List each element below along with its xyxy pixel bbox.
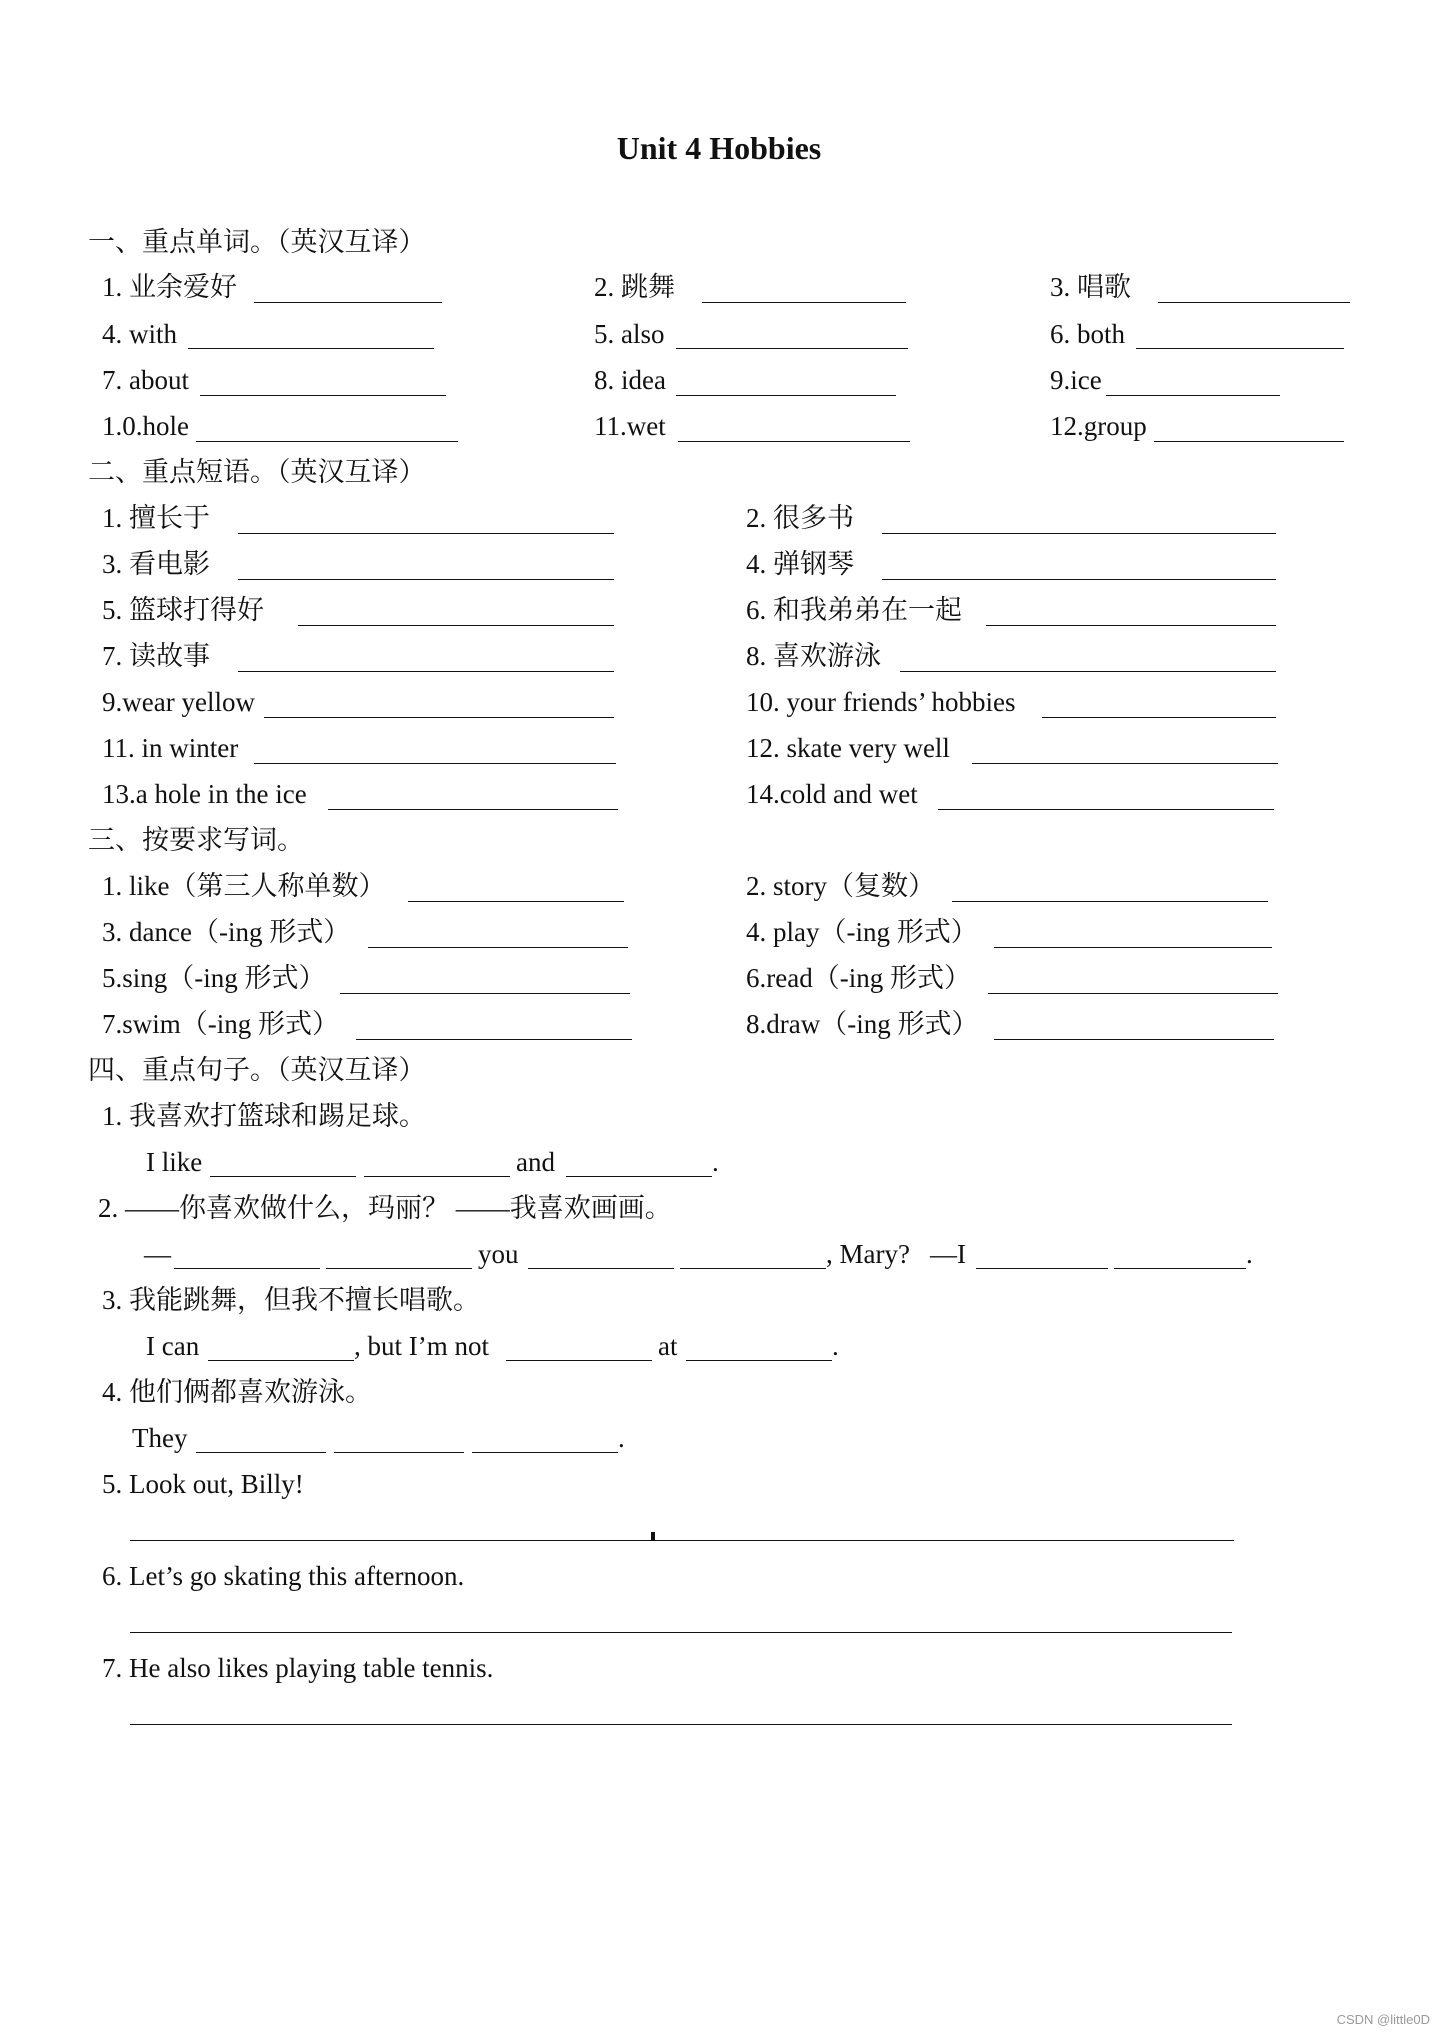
s2-item-9: 9.wear yellow xyxy=(102,687,255,717)
s2-blank-9[interactable] xyxy=(264,717,614,718)
s4-q2-blank-5[interactable] xyxy=(976,1268,1108,1269)
s2-item-1: 1. 擅长于 xyxy=(102,503,210,533)
s1-blank-4[interactable] xyxy=(188,348,434,349)
s2-blank-7[interactable] xyxy=(238,671,614,672)
s1-item-4: 4. with xyxy=(102,319,178,349)
s4-q4-blank-3[interactable] xyxy=(472,1452,618,1453)
s4-q6-answer-line[interactable] xyxy=(130,1632,1232,1633)
s4-q4-blank-2[interactable] xyxy=(334,1452,464,1453)
s2-item-5: 5. 篮球打得好 xyxy=(102,595,264,625)
s1-item-11: 11.wet xyxy=(594,411,666,441)
s1-item-1: 1. 业余爱好 xyxy=(102,272,237,302)
s4-q2-blank-6[interactable] xyxy=(1114,1268,1246,1269)
section2-heading: 二、重点短语。（英汉互译） xyxy=(88,457,426,487)
s2-blank-5[interactable] xyxy=(298,625,614,626)
s3-blank-4[interactable] xyxy=(994,947,1272,948)
s2-item-2: 2. 很多书 xyxy=(746,503,854,533)
s4-q3-mid: , but I’m not xyxy=(354,1331,489,1361)
s4-q2-blank-1[interactable] xyxy=(174,1268,320,1269)
s4-q7-prompt: 7. He also likes playing table tennis. xyxy=(102,1653,494,1683)
s1-blank-7[interactable] xyxy=(200,395,446,396)
s3-item-6: 6.read（-ing 形式） xyxy=(746,963,971,993)
s2-item-13: 13.a hole in the ice xyxy=(102,779,307,809)
s2-blank-11[interactable] xyxy=(254,763,616,764)
s2-item-7: 7. 读故事 xyxy=(102,641,210,671)
s2-blank-2[interactable] xyxy=(882,533,1276,534)
s1-item-7: 7. about xyxy=(102,365,189,395)
s2-blank-13[interactable] xyxy=(328,809,618,810)
s1-blank-5[interactable] xyxy=(676,348,908,349)
s2-blank-10[interactable] xyxy=(1042,717,1276,718)
s1-item-10: 1.0.hole xyxy=(102,411,189,441)
section3-heading: 三、按要求写词。 xyxy=(88,825,304,855)
s4-q1-blank-2[interactable] xyxy=(364,1176,510,1177)
s2-item-6: 6. 和我弟弟在一起 xyxy=(746,595,962,625)
s1-item-12: 12.group xyxy=(1050,411,1147,441)
s1-item-3: 3. 唱歌 xyxy=(1050,272,1131,302)
s1-item-2: 2. 跳舞 xyxy=(594,272,675,302)
s3-item-2: 2. story（复数） xyxy=(746,871,935,901)
s3-item-5: 5.sing（-ing 形式） xyxy=(102,963,326,993)
s3-blank-3[interactable] xyxy=(368,947,628,948)
s3-item-3: 3. dance（-ing 形式） xyxy=(102,917,351,947)
s4-q6-prompt: 6. Let’s go skating this afternoon. xyxy=(102,1561,465,1591)
s3-item-8: 8.draw（-ing 形式） xyxy=(746,1009,979,1039)
s3-blank-1[interactable] xyxy=(408,901,624,902)
s4-q1-and: and xyxy=(516,1147,555,1177)
s1-blank-2[interactable] xyxy=(702,302,906,303)
s4-q5-prompt: 5. Look out, Billy! xyxy=(102,1469,304,1499)
section4-heading: 四、重点句子。（英汉互译） xyxy=(88,1055,426,1085)
s4-q3-blank-1[interactable] xyxy=(208,1360,354,1361)
s4-q2-blank-4[interactable] xyxy=(680,1268,826,1269)
s3-blank-5[interactable] xyxy=(340,993,630,994)
s2-blank-3[interactable] xyxy=(238,579,614,580)
s4-q2-dash: — xyxy=(144,1239,171,1269)
s4-q4-end: . xyxy=(618,1423,625,1453)
s4-q2-blank-2[interactable] xyxy=(326,1268,472,1269)
s2-item-12: 12. skate very well xyxy=(746,733,950,763)
s4-q4-prompt: 4. 他们俩都喜欢游泳。 xyxy=(102,1377,372,1407)
s2-item-3: 3. 看电影 xyxy=(102,549,210,579)
watermark: CSDN @little0D xyxy=(1336,2012,1430,2027)
s3-blank-6[interactable] xyxy=(988,993,1278,994)
s1-blank-1[interactable] xyxy=(254,302,442,303)
s4-q2-end: . xyxy=(1246,1239,1253,1269)
s4-q7-answer-line[interactable] xyxy=(130,1724,1232,1725)
s2-blank-14[interactable] xyxy=(938,809,1274,810)
s4-q5-answer-line[interactable] xyxy=(130,1540,1234,1541)
s4-q2-blank-3[interactable] xyxy=(528,1268,674,1269)
s3-item-7: 7.swim（-ing 形式） xyxy=(102,1009,340,1039)
s2-item-10: 10. your friends’ hobbies xyxy=(746,687,1016,717)
s2-blank-6[interactable] xyxy=(986,625,1276,626)
s4-q1-blank-1[interactable] xyxy=(210,1176,356,1177)
s1-item-5: 5. also xyxy=(594,319,665,349)
s4-q2-you: you xyxy=(478,1239,519,1269)
s1-blank-12[interactable] xyxy=(1154,441,1344,442)
s1-blank-6[interactable] xyxy=(1136,348,1344,349)
page-title: Unit 4 Hobbies xyxy=(616,130,822,166)
s2-blank-4[interactable] xyxy=(882,579,1276,580)
s1-blank-3[interactable] xyxy=(1158,302,1350,303)
s3-blank-7[interactable] xyxy=(356,1039,632,1040)
s1-item-8: 8. idea xyxy=(594,365,666,395)
s4-q1-end: . xyxy=(712,1147,719,1177)
s2-item-11: 11. in winter xyxy=(102,733,239,763)
s4-q4-blank-1[interactable] xyxy=(196,1452,326,1453)
s1-blank-11[interactable] xyxy=(678,441,910,442)
s3-item-4: 4. play（-ing 形式） xyxy=(746,917,978,947)
s4-q3-at: at xyxy=(658,1331,678,1361)
s4-q3-blank-2[interactable] xyxy=(506,1360,652,1361)
s3-blank-8[interactable] xyxy=(994,1039,1274,1040)
s2-item-4: 4. 弹钢琴 xyxy=(746,549,854,579)
s2-blank-12[interactable] xyxy=(972,763,1278,764)
s4-q3-start: I can xyxy=(146,1331,200,1361)
s4-q1-blank-3[interactable] xyxy=(566,1176,712,1177)
s3-item-1: 1. like（第三人称单数） xyxy=(102,871,386,901)
s4-q2-i: —I xyxy=(930,1239,966,1269)
s4-q3-prompt: 3. 我能跳舞，但我不擅长唱歌。 xyxy=(102,1285,480,1315)
s1-blank-8[interactable] xyxy=(676,395,896,396)
s4-q5-line-mark xyxy=(651,1532,655,1540)
s2-item-14: 14.cold and wet xyxy=(746,779,918,809)
s4-q1-prompt: 1. 我喜欢打篮球和踢足球。 xyxy=(102,1101,426,1131)
s4-q3-end: . xyxy=(832,1331,839,1361)
s1-item-6: 6. both xyxy=(1050,319,1126,349)
s4-q1-start: I like xyxy=(146,1147,203,1177)
s2-item-8: 8. 喜欢游泳 xyxy=(746,641,881,671)
s4-q3-blank-3[interactable] xyxy=(686,1360,832,1361)
s1-blank-10[interactable] xyxy=(196,441,458,442)
section1-heading: 一、重点单词。（英汉互译） xyxy=(88,227,426,257)
s4-q2-mary: , Mary? xyxy=(826,1239,910,1269)
s2-blank-1[interactable] xyxy=(238,533,614,534)
s3-blank-2[interactable] xyxy=(952,901,1268,902)
s2-blank-8[interactable] xyxy=(900,671,1276,672)
s4-q4-start: They xyxy=(132,1423,188,1453)
s1-item-9: 9.ice xyxy=(1050,365,1102,395)
s1-blank-9[interactable] xyxy=(1106,395,1280,396)
s4-q2-prompt: 2. ——你喜欢做什么，玛丽？ ——我喜欢画画。 xyxy=(98,1193,672,1223)
